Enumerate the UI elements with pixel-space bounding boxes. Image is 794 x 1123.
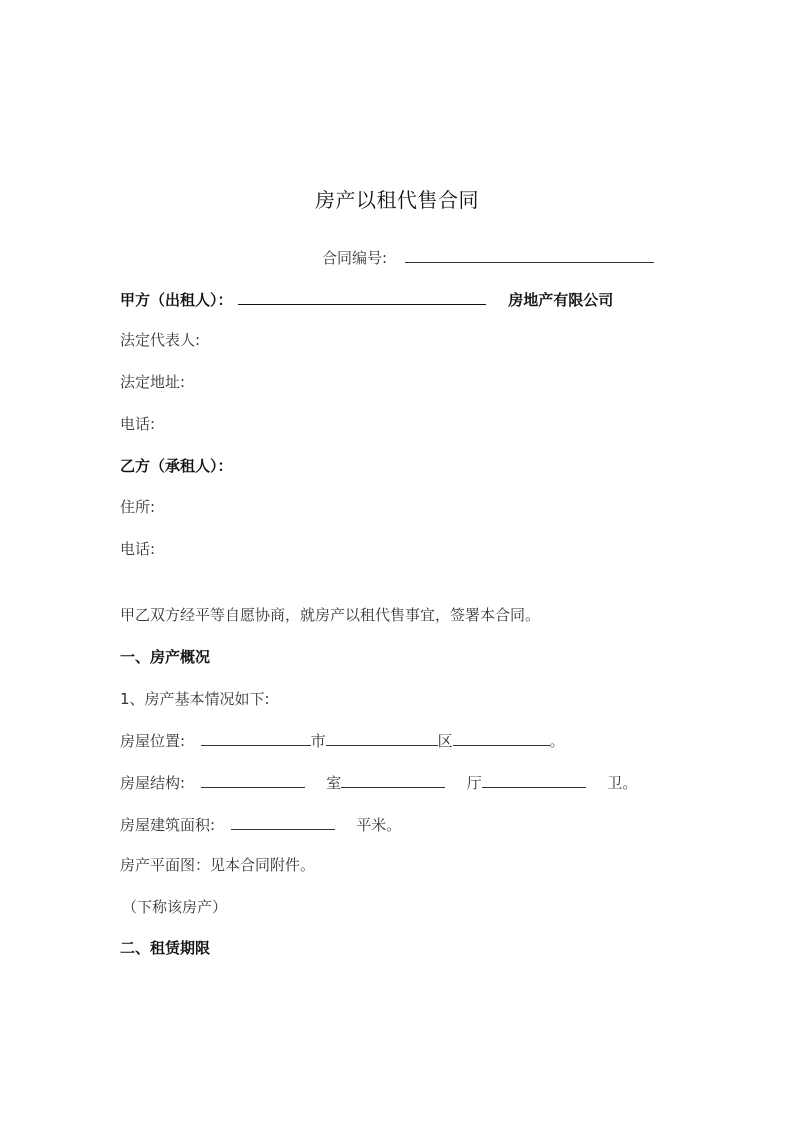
- property-alias: （下称该房产）: [122, 898, 228, 916]
- property-location-row: [120, 731, 565, 751]
- structure-label: 房屋结构:: [120, 774, 186, 792]
- city-field[interactable]: [201, 731, 311, 746]
- area-label: 房屋建筑面积:: [120, 816, 216, 834]
- party-a-label: 甲方（出租人）：: [120, 291, 233, 309]
- room-unit: 室: [326, 774, 342, 792]
- section-2-heading: 二、租赁期限: [120, 939, 211, 957]
- baths-field[interactable]: [482, 773, 586, 788]
- property-intro: 1、房产基本情况如下:: [120, 690, 270, 708]
- bath-unit: 卫。: [607, 774, 638, 792]
- property-structure-row: [120, 773, 637, 793]
- area-unit: 平米。: [356, 816, 402, 834]
- party-b-phone: 电话:: [120, 540, 156, 558]
- party-a-representative: 法定代表人:: [120, 331, 201, 349]
- area-field[interactable]: [231, 815, 335, 830]
- contract-number-label: 合同编号:: [322, 249, 388, 267]
- floorplan-line: 房产平面图：见本合同附件。: [120, 856, 316, 874]
- halls-field[interactable]: [341, 773, 445, 788]
- rooms-field[interactable]: [201, 773, 305, 788]
- document-title: 房产以租代售合同: [315, 188, 479, 212]
- address-detail-field[interactable]: [453, 731, 550, 746]
- party-b-label: 乙方（承租人）：: [120, 457, 233, 475]
- hall-unit: 厅: [466, 774, 482, 792]
- party-a-row: [120, 290, 613, 310]
- preamble-paragraph: 甲乙双方经平等自愿协商，就房产以租代售事宜，签署本合同。: [120, 606, 541, 624]
- party-a-address: 法定地址:: [120, 373, 186, 391]
- party-a-phone: 电话:: [120, 415, 156, 433]
- district-unit: 区: [437, 732, 453, 750]
- location-label: 房屋位置:: [120, 732, 186, 750]
- contract-number-row: [322, 248, 654, 268]
- party-a-name-field[interactable]: [238, 290, 486, 305]
- city-unit: 市: [310, 732, 326, 750]
- property-area-row: [120, 815, 401, 835]
- location-end: 。: [549, 732, 565, 750]
- party-b-residence: 住所:: [120, 498, 156, 516]
- district-field[interactable]: [326, 731, 438, 746]
- contract-number-field[interactable]: [405, 248, 654, 263]
- section-1-heading: 一、房产概况: [120, 648, 211, 666]
- party-a-company-suffix: 房地产有限公司: [508, 291, 614, 309]
